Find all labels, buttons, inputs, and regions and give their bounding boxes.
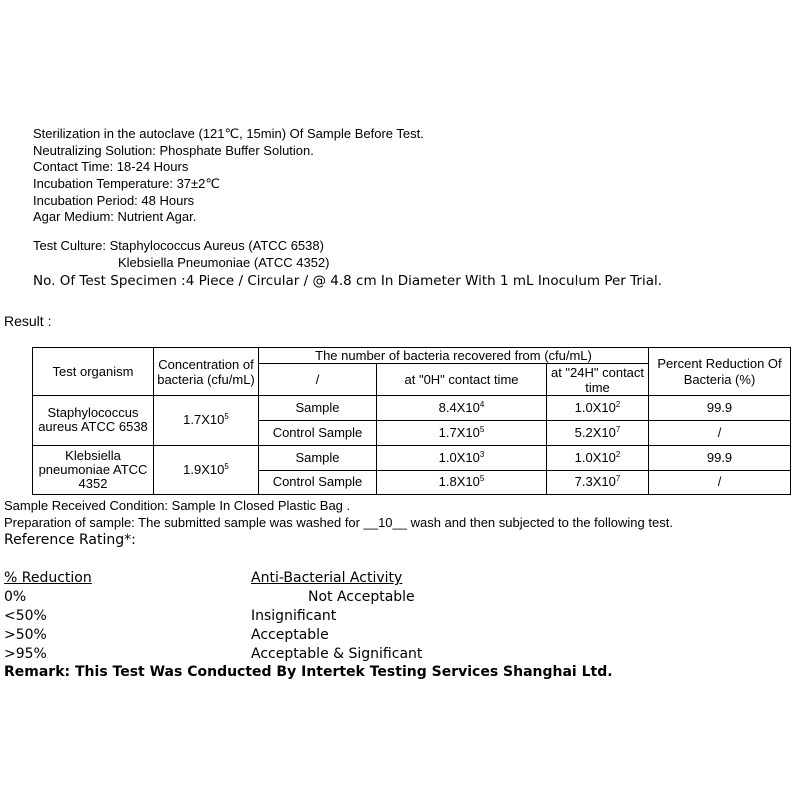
rating-header-activity: Anti-Bacterial Activity — [251, 570, 403, 586]
result-table — [32, 347, 791, 495]
rating-reduction: 0% — [4, 589, 27, 605]
header-24h: at "24H" contact time — [547, 364, 649, 396]
concentration-cell: $1.7X10^5$ — [154, 396, 259, 445]
organism-cell: Staphylococcus aureus ATCC 6538 — [33, 396, 154, 445]
header-test-organism: Test organism — [33, 348, 154, 396]
reduction-cell: 99.9 — [649, 396, 791, 421]
preparation-line: Preparation of sample: The submitted sample was washed for __10__ wash and then subjected to the following test. — [4, 515, 673, 530]
table-row — [33, 396, 791, 421]
rating-activity: Acceptable — [251, 627, 329, 643]
neutralizing-line: Neutralizing Solution: Phosphate Buffer Solution. — [33, 143, 314, 158]
sterilization-line: Sterilization in the autoclave (121℃, 15min) Of Sample Before Test. — [33, 126, 424, 141]
header-recovered: The number of bacteria recovered from (cfu/mL) — [259, 348, 649, 364]
header-0h: at "0H" contact time — [377, 364, 547, 396]
reduction-cell: 99.9 — [649, 445, 791, 470]
count-0h-cell: $8.4X10^4$ — [377, 396, 547, 421]
incubation-period-line: Incubation Period: 48 Hours — [33, 193, 195, 208]
agar-line: Agar Medium: Nutrient Agar. — [33, 209, 197, 224]
test-culture-line: Test Culture: Staphylococcus Aureus (ATCC 6538) — [33, 238, 324, 253]
table-row — [33, 445, 791, 470]
rating-activity: Not Acceptable — [308, 589, 415, 605]
organism-cell: Klebsiella pneumoniae ATCC 4352 — [33, 445, 154, 494]
header-slash: / — [259, 364, 377, 396]
reduction-cell: / — [649, 421, 791, 445]
incubation-temp-line: Incubation Temperature: 37±2℃ — [33, 176, 220, 191]
count-24h-cell: $5.2X10^7$ — [547, 421, 649, 445]
rating-reduction: <50% — [4, 608, 47, 624]
rating-reduction: >50% — [4, 627, 47, 643]
specimen-line: No. Of Test Specimen :4 Piece / Circular / @ 4.8 cm In Diameter With 1 mL Inoculum Per Trial. — [33, 273, 663, 289]
condition-cell: Control Sample — [259, 421, 377, 445]
header-reduction: Percent Reduction Of Bacteria (%) — [649, 348, 791, 396]
reduction-cell: / — [649, 470, 791, 494]
condition-cell: Sample — [259, 396, 377, 421]
condition-cell: Control Sample — [259, 470, 377, 494]
concentration-cell: $1.9X10^5$ — [154, 445, 259, 494]
count-0h-cell: $1.8X10^5$ — [377, 470, 547, 494]
test-culture-line-2: Klebsiella Pneumoniae (ATCC 4352) — [118, 255, 330, 270]
header-concentration: Concentration of bacteria (cfu/mL) — [154, 348, 259, 396]
contact-time-line: Contact Time: 18-24 Hours — [33, 159, 189, 174]
count-24h-cell: $1.0X10^2$ — [547, 396, 649, 421]
count-24h-cell: $7.3X10^7$ — [547, 470, 649, 494]
count-0h-cell: $1.0X10^3$ — [377, 445, 547, 470]
count-24h-cell: $1.0X10^2$ — [547, 445, 649, 470]
remark: Remark: This Test Was Conducted By Intertek Testing Services Shanghai Ltd. — [4, 664, 613, 680]
received-condition: Sample Received Condition: Sample In Closed Plastic Bag . — [4, 498, 351, 513]
rating-activity: Insignificant — [251, 608, 337, 624]
rating-header-reduction: % Reduction — [4, 570, 92, 586]
rating-reduction: >95% — [4, 646, 47, 662]
condition-cell: Sample — [259, 445, 377, 470]
count-0h-cell: $1.7X10^5$ — [377, 421, 547, 445]
result-label: Result : — [4, 313, 52, 329]
rating-activity: Acceptable & Significant — [251, 646, 423, 662]
reference-rating-title: Reference Rating*: — [4, 532, 136, 548]
